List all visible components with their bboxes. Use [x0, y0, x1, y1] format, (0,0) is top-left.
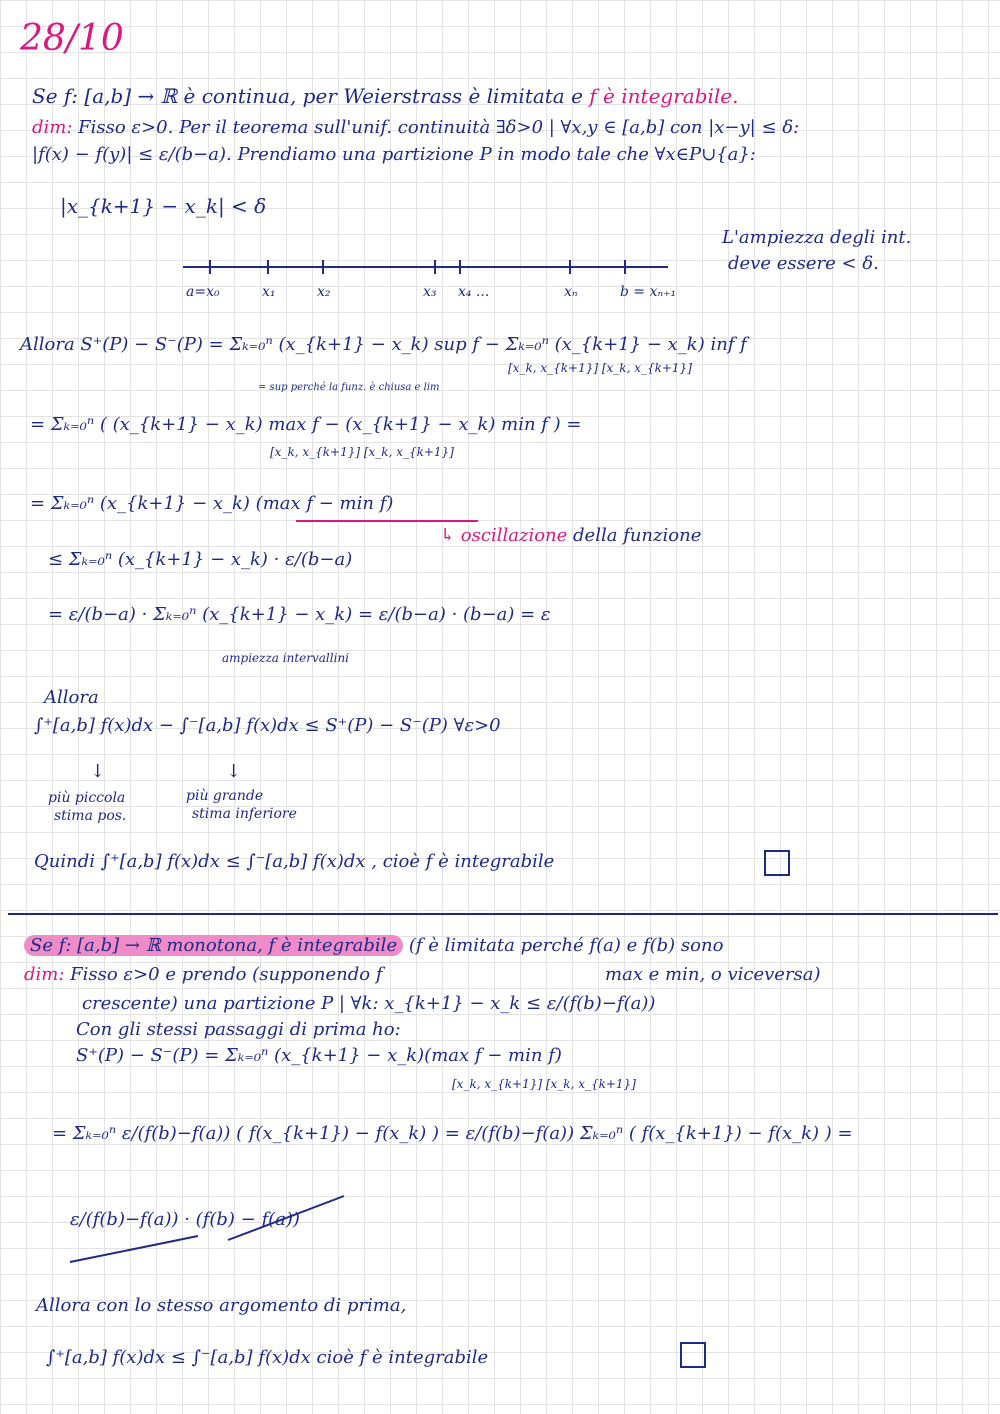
theorem2-paren-cont: max e min, o viceversa)	[605, 964, 821, 985]
amplitude-intervals-note: ampiezza intervallini	[222, 651, 350, 665]
arrow-right: ↓	[226, 761, 242, 782]
qed-box-2	[680, 1342, 706, 1368]
theorem1-statement-conclusion: f è integrabile.	[589, 84, 739, 108]
note-right-line1: più grande	[186, 788, 264, 804]
partition-condition: |x_{k+1} − x_k| < δ	[60, 194, 267, 218]
dim-label: dim:	[32, 117, 73, 138]
derivation-step1-sub: [x_k, x_{k+1}] [x_k, x_{k+1}]	[508, 361, 692, 375]
axis-label-a: a=x₀	[186, 284, 220, 300]
amplitude-note-line2: deve essere < δ.	[728, 253, 879, 274]
theorem1-statement-pre: Se f: [a,b] → ℝ è continua, per Weierstrass è limitata e	[32, 84, 583, 108]
theorem2-dim-line2: crescente) una partizione P | ∀k: x_{k+1} − x_k ≤ ε/(f(b)−f(a))	[82, 993, 656, 1014]
derivation-step5: = ε/(b−a) · Σₖ₌₀ⁿ (x_{k+1} − x_k) = ε/(b−a) · (b−a) = ε	[48, 604, 551, 625]
theorem2-step2: = Σₖ₌₀ⁿ ε/(f(b)−f(a)) ( f(x_{k+1}) − f(x_k) ) = ε/(f(b)−f(a)) Σₖ₌₀ⁿ ( f(x_{k+1}) − f(x_k) ) =	[52, 1123, 853, 1144]
theorem2-step3: ε/(f(b)−f(a)) · (f(b) − f(a))	[70, 1209, 300, 1230]
theorem2-conclusion-line2: ∫⁺[a,b] f(x)dx ≤ ∫⁻[a,b] f(x)dx cioè f è integrabile	[46, 1347, 489, 1368]
derivation-step2-sub: [x_k, x_{k+1}] [x_k, x_{k+1}]	[270, 445, 454, 459]
theorem1-dim-line2: |f(x) − f(y)| ≤ ε/(b−a). Prendiamo una partizione P in modo tale che ∀x∈P∪{a}:	[32, 144, 756, 165]
axis-label-x1: x₁	[262, 284, 276, 300]
note-left-line1: più piccola	[48, 790, 126, 806]
axis-label-x4: x₄ ...	[458, 284, 490, 300]
theorem2-dim-line3: Con gli stessi passaggi di prima ho:	[76, 1019, 401, 1040]
axis-label-xn: xₙ	[564, 284, 578, 300]
theorem2-statement-paren: (f è limitata perché f(a) e f(b) sono	[408, 935, 724, 956]
theorem2-step1: S⁺(P) − S⁻(P) = Σₖ₌₀ⁿ (x_{k+1} − x_k)(max f − min f)	[76, 1045, 562, 1066]
axis-label-b: b = xₙ₊₁	[620, 284, 677, 300]
derivation-step2: = Σₖ₌₀ⁿ ( (x_{k+1} − x_k) max f − (x_{k+1} − x_k) min f ) =	[30, 414, 582, 435]
sup-note: = sup perché la funz. è chiusa e lim	[258, 382, 440, 393]
axis-label-x3: x₃	[423, 284, 437, 300]
derivation-step1: Allora S⁺(P) − S⁻(P) = Σₖ₌₀ⁿ (x_{k+1} − x_k) sup f − Σₖ₌₀ⁿ (x_{k+1} − x_k) inf f	[20, 334, 747, 355]
theorem2-conclusion-line1: Allora con lo stesso argomento di prima,	[36, 1295, 407, 1316]
arrow-left: ↓	[90, 761, 106, 782]
theorem2-statement-highlight: Se f: [a,b] → ℝ monotona, f è integrabile	[24, 935, 403, 956]
dim-text-2: Fisso ε>0 e prendo (supponendo f	[70, 964, 383, 985]
note-left-line2: stima pos.	[54, 808, 127, 824]
integral-inequality: ∫⁺[a,b] f(x)dx − ∫⁻[a,b] f(x)dx ≤ S⁺(P) − S⁻(P) ∀ε>0	[34, 715, 501, 736]
note-right-line2: stima inferiore	[192, 806, 297, 822]
oscillation-arrow: ↳ oscillazione	[440, 525, 568, 546]
derivation-step3-text: = Σₖ₌₀ⁿ (x_{k+1} − x_k) (max f − min f)	[30, 493, 394, 514]
allora-label: Allora	[44, 687, 99, 708]
dim-label-2: dim:	[24, 964, 65, 985]
page-date: 28/10	[20, 18, 124, 59]
theorem2-step1-sub: [x_k, x_{k+1}] [x_k, x_{k+1}]	[452, 1077, 636, 1091]
axis-label-x2: x₂	[317, 284, 331, 300]
theorem1-conclusion: Quindi ∫⁺[a,b] f(x)dx ≤ ∫⁻[a,b] f(x)dx , cioè f è integrabile	[34, 851, 555, 872]
dim-text: Fisso ε>0. Per il teorema sull'unif. continuità ∃δ>0 | ∀x,y ∈ [a,b] con |x−y| ≤ δ:	[78, 117, 800, 138]
amplitude-note-line1: L'ampiezza degli int.	[722, 227, 912, 248]
oscillation-text: della funzione	[573, 525, 702, 546]
derivation-step4: ≤ Σₖ₌₀ⁿ (x_{k+1} − x_k) · ε/(b−a)	[48, 549, 353, 570]
